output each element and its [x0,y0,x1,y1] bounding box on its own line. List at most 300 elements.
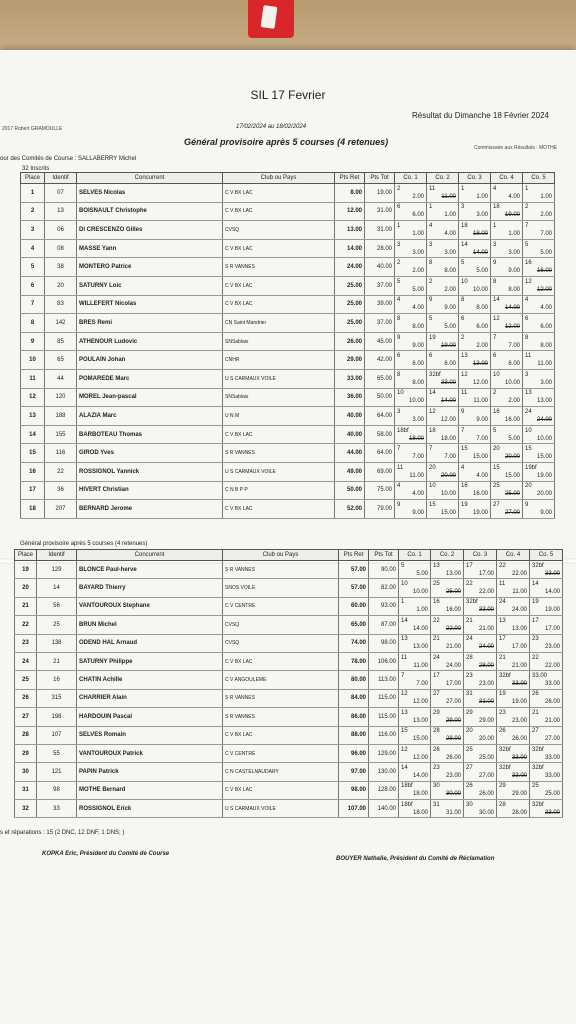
race-points: 10.00 [472,286,488,293]
total-points: 140.00 [369,800,399,818]
column-header: Co. 1 [395,173,427,184]
net-points: 36.00 [335,388,365,407]
competitor-name: SELVES Nicolas [77,184,223,203]
club-name: C V BX LAC [223,781,339,799]
race-rank: 1 [401,599,405,606]
race-rank: 25 [532,783,539,790]
race-rank: 2 [493,390,497,397]
club-name: C V BX LAC [223,239,335,258]
race-rank: 3 [397,408,401,415]
place-cell: 22 [15,616,37,634]
column-header: Identif [37,550,77,561]
competitor-name: SELVES Romain [77,726,223,744]
race-points: 11.00 [473,398,488,405]
race-rank: 11 [397,464,404,471]
table-row [21,462,555,481]
race-points: 9.00 [444,305,456,312]
club-name: C V BX LAC [223,425,335,444]
race-2-result [431,671,464,689]
race-committee: our des Comités de Course : SALLABERRY Michel [0,156,137,162]
race-2-result [427,500,459,519]
race-rank: 26 [499,728,506,735]
race-points: 33.00 [511,754,527,761]
race-points: 33.00 [544,772,560,779]
place-cell: 31 [15,781,37,799]
place-cell: 24 [15,652,37,670]
race-3-result [459,314,491,333]
total-points: 64.00 [365,407,395,426]
table-row [21,388,555,407]
race-points: 2.00 [508,398,520,405]
sail-id-cell: 16 [37,671,77,689]
date-range: 17/02/2024 au 18/02/2024 [236,124,307,130]
race-3-result [459,407,491,426]
race-4-result [497,744,530,762]
race-2-result [431,726,464,744]
race-points: 13.00 [445,570,461,577]
race-rank: 14 [461,241,468,248]
net-points: 78.00 [339,652,369,670]
race-2-result [427,425,459,444]
race-rank: 23 [433,764,440,771]
table-row [15,634,563,652]
competitor-name: ROSSIGNOL Erick [77,800,223,818]
race-rank: 3 [493,241,497,248]
race-2-result [431,561,464,579]
race-4-result [497,652,530,670]
net-points: 40.00 [335,425,365,444]
race-points: 4.00 [540,305,552,312]
race-rank: 32bf [532,562,544,569]
table-header [15,550,563,561]
race-points: 17.00 [544,625,560,632]
race-points: 13.00 [412,644,428,651]
race-2-result [431,616,464,634]
race-points: 10.00 [440,491,456,498]
total-points: 82.00 [369,579,399,597]
total-points: 130.00 [369,763,399,781]
results-officer: Commissaire aux Résultats : MOTHE [474,145,558,151]
race-rank: 19 [532,599,539,606]
race-points: 7.00 [508,342,520,349]
total-points: 65.00 [365,369,395,388]
race-points: 10.00 [412,589,428,596]
race-2-result [427,239,459,258]
race-points: 7.00 [540,230,552,237]
race-5-result [530,726,563,744]
race-rank: 24 [466,636,473,643]
race-rank: 4 [525,297,529,304]
race-rank: 10 [397,390,404,397]
race-rank: 1 [493,222,497,229]
race-points: 9.00 [412,509,424,516]
race-4-result [491,332,523,351]
place-cell: 23 [15,634,37,652]
race-1-result [395,295,427,314]
column-header: Co. 4 [491,173,523,184]
race-5-result [523,388,555,407]
race-rank: 15 [461,446,468,453]
race-points: 17.00 [445,681,461,688]
race-rank: 4 [493,185,497,192]
race-rank: 19bf [525,464,537,471]
race-rank: 18 [429,427,436,434]
race-rank: 26 [532,691,539,698]
table-row [15,708,563,726]
race-rank: 32bf [532,746,544,753]
sail-id-cell: 36 [45,481,77,500]
race-rank: 7 [461,427,465,434]
club-name: C V BX LAC [223,726,339,744]
race-rank: 18bf [397,427,409,434]
race-rank: 15 [525,446,532,453]
place-cell: 18 [21,500,45,519]
place-cell: 3 [21,221,45,240]
race-points: 5.00 [412,286,424,293]
race-rank: 13 [525,390,532,397]
race-points: 18.00 [440,435,456,442]
race-rank: 32bf [532,764,544,771]
club-name: C N CASTELNAUDARY [223,763,339,781]
race-points: 12.00 [536,286,552,293]
race-4-result [497,800,530,818]
race-points: 10.00 [408,398,424,405]
race-rank: 12 [493,315,500,322]
race-rank: 5 [493,427,497,434]
penalties-note: s et réparations : 15 (2 DNC, 12 DNF, 1 DNS; ) [0,830,125,836]
race-rank: 6 [461,315,465,322]
race-1-result [395,425,427,444]
race-4-result [491,481,523,500]
column-header: Pts Tot [369,550,399,561]
race-1-result [395,258,427,277]
table-row [21,295,555,314]
total-points: 115.00 [369,689,399,707]
competitor-name: WILLEFERT Nicolas [77,295,223,314]
race-points: 16.00 [472,491,488,498]
race-rank: 26 [466,783,473,790]
race-rank: 6 [525,315,529,322]
race-rank: 6 [493,353,497,360]
race-points: 15.00 [472,454,488,461]
race-5-result [523,258,555,277]
race-1-result [395,444,427,463]
race-rank: 14 [401,764,408,771]
race-2-result [427,369,459,388]
race-rank: 19 [461,501,468,508]
net-points: 88.00 [339,726,369,744]
race-rank: 5 [461,260,465,267]
place-cell: 1 [21,184,45,203]
table-row [21,481,555,500]
race-points: 33.00 [544,754,560,761]
total-points: 75.00 [365,481,395,500]
race-2-result [431,781,464,799]
race-3-result [464,579,497,597]
race-points: 10.00 [504,379,520,386]
race-5-result [530,708,563,726]
race-points: 22.00 [445,625,461,632]
race-1-result [399,800,431,818]
race-points: 8.00 [540,342,552,349]
place-cell: 21 [15,597,37,615]
race-4-result [491,314,523,333]
race-rank: 32bf [466,599,478,606]
race-1-result [395,276,427,295]
column-header: Club ou Pays [223,173,335,184]
race-rank: 8 [397,371,401,378]
race-5-result [530,616,563,634]
race-points: 19.00 [536,472,552,479]
race-5-result [523,221,555,240]
race-points: 16.00 [445,607,461,614]
race-rank: 32bf [499,673,511,680]
race-points: 33.00 [440,379,456,386]
race-rank: 24 [433,654,440,661]
race-points: 16.00 [536,268,552,275]
net-points: 44.00 [335,444,365,463]
race-rank: 11 [401,654,408,661]
race-3-result [459,425,491,444]
race-3-result [464,634,497,652]
table-row [15,689,563,707]
sail-id-cell: 21 [37,652,77,670]
race-rank: 3 [397,241,401,248]
table-header [21,173,555,184]
place-cell: 10 [21,351,45,370]
club-name: U S CARMAUX VOILE [223,800,339,818]
race-3-result [459,184,491,203]
race-points: 1.00 [416,607,428,614]
race-rank: 15 [401,728,408,735]
race-points: 1.00 [540,193,552,200]
race-points: 1.00 [508,230,520,237]
sail-id-cell: 98 [37,781,77,799]
table-row [21,221,555,240]
place-cell: 5 [21,258,45,277]
race-1-result [399,781,431,799]
sail-id-cell: 33 [37,800,77,818]
club-name: C V BX LAC [223,184,335,203]
race-points: 6.00 [412,212,424,219]
race-3-result [464,744,497,762]
race-2-result [431,744,464,762]
race-rank: 14 [429,390,436,397]
table-row [21,314,555,333]
net-points: 60.00 [339,597,369,615]
table-row [21,500,555,519]
race-1-result [395,500,427,519]
race-3-result [464,561,497,579]
place-cell: 16 [21,462,45,481]
race-rank: 15 [493,464,500,471]
club-name: CN Saint Mandrier [223,314,335,333]
total-points: 37.00 [365,314,395,333]
race-rank: 8 [429,260,433,267]
race-4-result [497,781,530,799]
column-header: Pts Ret [335,173,365,184]
race-points: 8.00 [508,286,520,293]
race-rank: 20 [525,483,532,490]
race-5-result [530,800,563,818]
race-rank: 16 [461,483,468,490]
page-title: SIL 17 Fevrier [250,88,326,102]
club-name: S R VANNES [223,258,335,277]
race-rank: 1 [525,185,529,192]
race-rank: 12 [525,278,532,285]
competitor-name: BOISNAULT Christophe [77,202,223,221]
race-points: 21.00 [511,662,527,669]
race-rank: 21 [466,617,473,624]
race-rank: 14 [532,581,539,588]
race-rank: 27 [466,764,473,771]
race-points: 2.00 [476,342,488,349]
place-cell: 8 [21,314,45,333]
race-4-result [491,276,523,295]
race-2-result [427,276,459,295]
sail-id-cell: 65 [45,351,77,370]
sail-id-cell: 120 [45,388,77,407]
race-1-result [395,314,427,333]
race-points: 14.00 [412,625,428,632]
race-rank: 10 [461,278,468,285]
race-points: 14.00 [440,398,456,405]
race-points: 18.00 [472,230,488,237]
race-5-result [523,407,555,426]
race-3-result [464,708,497,726]
club-name: S R VANNES [223,708,339,726]
total-points: 106.00 [369,652,399,670]
race-points: 9.00 [540,509,552,516]
race-points: 3.00 [476,212,488,219]
race-points: 33.00 [544,809,560,816]
race-points: 25.00 [544,791,560,798]
race-rank: 9 [397,501,401,508]
race-2-result [427,184,459,203]
race-rank: 18 [493,204,500,211]
club-name: CNHR [223,351,335,370]
sail-id-cell: 55 [37,744,77,762]
race-rank: 10 [525,427,532,434]
race-2-result [431,579,464,597]
race-rank: 20 [429,464,436,471]
race-points: 29.00 [511,791,527,798]
race-rank: 32bf [429,371,441,378]
competitor-name: HARDOUIN Pascal [77,708,223,726]
race-rank: 12 [401,691,408,698]
club-name: C V ANGOULEME [223,671,339,689]
race-points: 21.00 [445,644,461,651]
race-4-result [491,184,523,203]
race-rank: 9 [429,297,433,304]
race-4-result [497,726,530,744]
race-rank: 9 [461,408,465,415]
net-points: 97.00 [339,763,369,781]
sail-id-cell: 22 [45,462,77,481]
table-row [15,561,563,579]
table-row [21,276,555,295]
competitor-name: HIVERT Christian [77,481,223,500]
race-4-result [497,689,530,707]
race-points: 6.00 [508,361,520,368]
race-rank: 25 [466,746,473,753]
club-name: C V BX LAC [223,295,335,314]
race-rank: 27 [493,501,500,508]
race-rank: 28 [466,654,473,661]
sail-id-cell: 155 [45,425,77,444]
race-4-result [497,597,530,615]
race-rank: 6 [429,353,433,360]
race-points: 19.00 [472,509,488,516]
race-rank: 19 [499,691,506,698]
race-3-result [459,369,491,388]
table-row [15,597,563,615]
total-points: 64.00 [365,444,395,463]
race-points: 9.00 [476,416,488,423]
place-cell: 12 [21,388,45,407]
column-header: Co. 4 [497,550,530,561]
race-rank: 12 [401,746,408,753]
race-1-result [395,351,427,370]
sail-id-cell: 20 [45,276,77,295]
race-3-result [464,652,497,670]
race-5-result [523,425,555,444]
race-5-result [523,444,555,463]
race-committee-president: KOPKA Eric, Président du Comité de Course [42,851,170,857]
race-points: 27.00 [478,772,494,779]
race-rank: 17 [433,673,440,680]
race-2-result [431,708,464,726]
sail-id-cell: 14 [37,579,77,597]
table-row [21,239,555,258]
race-points: 5.00 [444,323,456,330]
sail-id-cell: 13 [45,202,77,221]
race-rank: 1 [429,204,433,211]
race-5-result [530,763,563,781]
race-points: 29.00 [478,717,494,724]
club-name: C V BX LAC [223,652,339,670]
net-points: 57.00 [339,579,369,597]
table-row [15,652,563,670]
race-1-result [395,332,427,351]
race-rank: 3 [525,371,529,378]
race-5-result [523,184,555,203]
sail-id-cell: 198 [37,708,77,726]
net-points: 86.00 [339,708,369,726]
race-rank: 29 [499,783,506,790]
race-rank: 30 [466,801,473,808]
column-header: Co. 5 [523,173,555,184]
net-points: 24.00 [335,258,365,277]
race-rank: 7 [493,334,497,341]
race-5-result [530,634,563,652]
net-points: 25.00 [335,295,365,314]
table-row [15,579,563,597]
race-points: 24.00 [511,607,527,614]
race-points: 19.00 [511,699,527,706]
race-3-result [464,671,497,689]
race-points: 30.00 [478,809,494,816]
place-cell: 19 [15,561,37,579]
total-points: 39.00 [365,295,395,314]
club-name: C V BX LAC [223,276,335,295]
column-header: Concurrent [77,550,223,561]
race-1-result [399,689,431,707]
race-2-result [427,351,459,370]
race-1-result [399,597,431,615]
competitor-name: MASSE Yann [77,239,223,258]
column-header: Co. 3 [459,173,491,184]
